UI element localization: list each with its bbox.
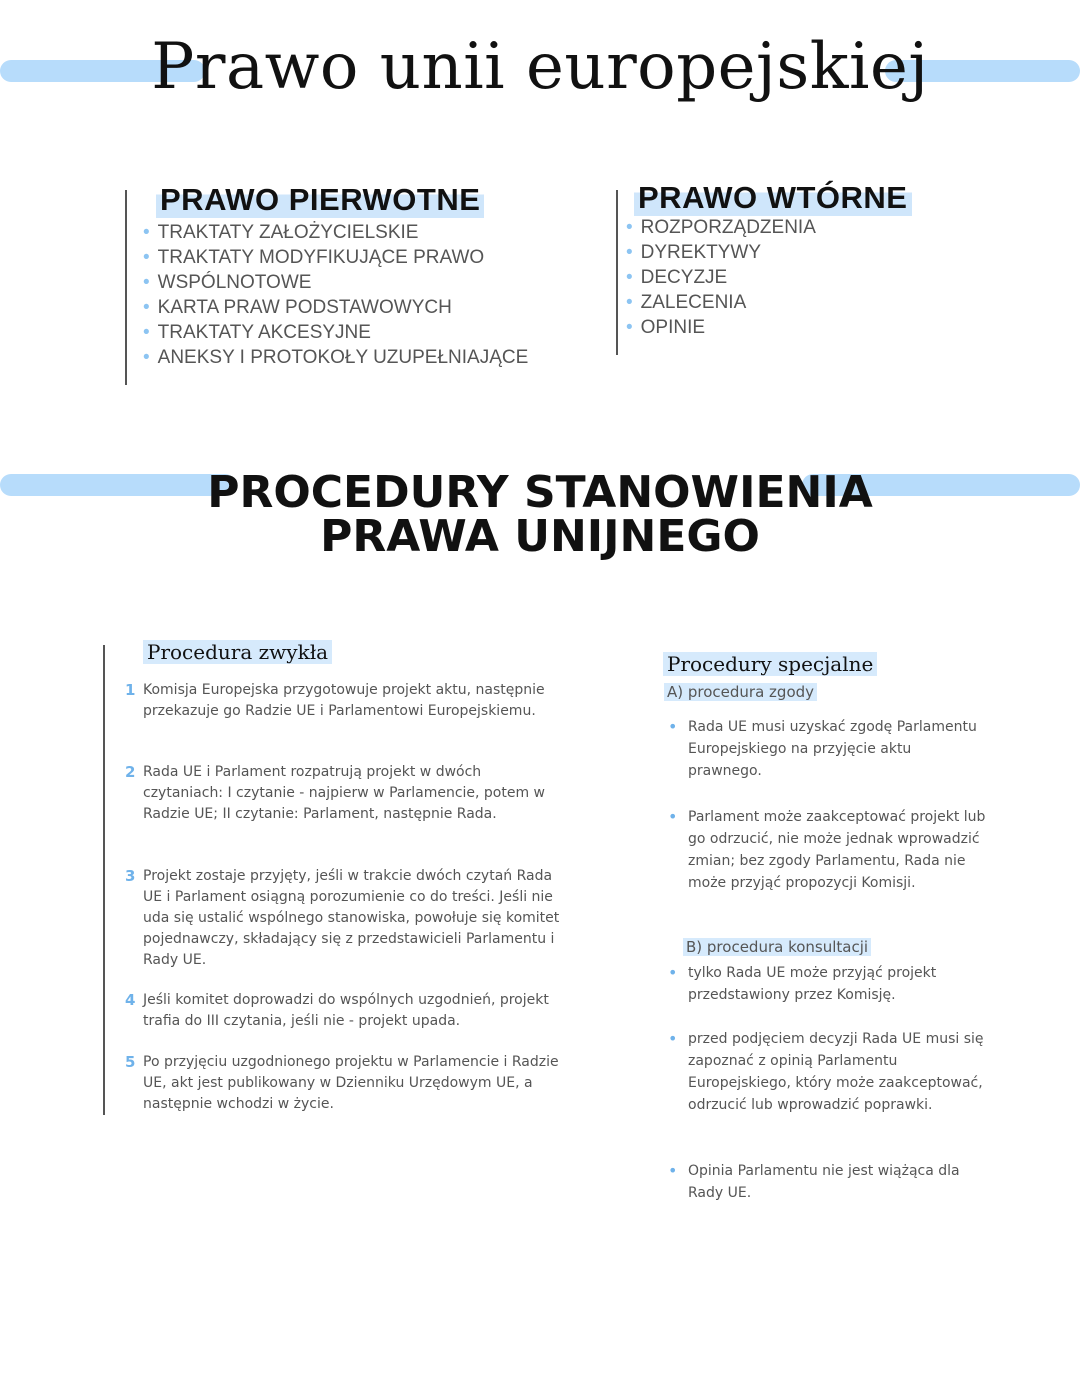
bullet-icon: • <box>668 717 678 736</box>
special-a-item-1 <box>668 716 988 782</box>
primary-divider <box>125 190 127 385</box>
list-item: • KARTA PRAW PODSTAWOWYCH <box>143 295 528 320</box>
item-text: przed podjęciem decyzji Rada UE musi się zapoznać z opinią Parlamentu Europejskiego, który może zaakceptować, odrzucić lub wprowadzić poprawki. <box>688 1031 984 1113</box>
item-text: Rada UE musi uzyskać zgodę Parlamentu Europejskiego na przyjęcie aktu prawnego. <box>688 719 977 779</box>
special-heading: Procedury specjalne <box>663 652 877 676</box>
list-item: • ZALECENIA <box>626 290 816 315</box>
special-b-item-3 <box>668 1160 988 1204</box>
ordinary-step-5 <box>125 1052 565 1115</box>
ordinary-divider <box>103 645 105 1115</box>
step-number: 3 <box>125 867 136 885</box>
list-item: • WSPÓLNOTOWE <box>143 270 528 295</box>
step-text: Rada UE i Parlament rozpatrują projekt w dwóch czytaniach: I czytanie - najpierw w Parlamencie, potem w Radzie UE; II czytanie: Parlament, następnie Rada. <box>143 764 546 822</box>
ordinary-step-3 <box>125 866 565 971</box>
step-number: 1 <box>125 681 136 699</box>
step-text: Po przyjęciu uzgodnionego projektu w Parlamencie i Radzie UE, akt jest publikowany w Dzienniku Urzędowym UE, a następnie wchodzi w życie. <box>143 1054 559 1112</box>
list-item: • TRAKTATY MODYFIKUJĄCE PRAWO <box>143 245 528 270</box>
list-item: • ANEKSY I PROTOKOŁY UZUPEŁNIAJĄCE <box>143 345 528 370</box>
bullet-icon: • <box>668 1161 678 1180</box>
step-text: Projekt zostaje przyjęty, jeśli w trakcie dwóch czytań Rada UE i Parlament osiągną porozumienie co do treści. Jeśli nie uda się ustalić wspólnego stanowiska, powołuje się komitet pojednawczy, składający się z przedstawicieli Parlamentu i Rady UE. <box>143 868 560 968</box>
page-title: Prawo unii europejskiej <box>151 30 929 104</box>
ordinary-heading: Procedura zwykła <box>143 640 332 664</box>
special-b-item-2 <box>668 1028 988 1116</box>
step-number: 4 <box>125 991 136 1009</box>
ordinary-step-1 <box>125 680 565 722</box>
primary-heading: PRAWO PIERWOTNE <box>156 182 484 218</box>
procedures-title-line1: PROCEDURY STANOWIENIA <box>207 467 873 518</box>
secondary-divider <box>616 190 618 355</box>
secondary-list <box>626 215 816 340</box>
step-text: Komisja Europejska przygotowuje projekt aktu, następnie przekazuje go Radzie UE i Parlamentowi Europejskiemu. <box>143 682 545 719</box>
list-item: • DYREKTYWY <box>626 240 816 265</box>
item-text: Opinia Parlamentu nie jest wiążąca dla Rady UE. <box>688 1163 960 1201</box>
step-number: 2 <box>125 763 136 781</box>
ordinary-step-2 <box>125 762 565 825</box>
list-item: • TRAKTATY ZAŁOŻYCIELSKIE <box>143 220 528 245</box>
list-item: • DECYZJE <box>626 265 816 290</box>
list-item: • OPINIE <box>626 315 816 340</box>
special-a-item-2 <box>668 806 988 894</box>
step-text: Jeśli komitet doprowadzi do wspólnych uzgodnień, projekt trafia do III czytania, jeśli nie - projekt upada. <box>143 992 549 1029</box>
procedure-b-label: B) procedura konsultacji <box>683 938 871 956</box>
procedure-a-label: A) procedura zgody <box>664 683 817 701</box>
bullet-icon: • <box>668 1029 678 1048</box>
step-number: 5 <box>125 1053 136 1071</box>
bullet-icon: • <box>668 807 678 826</box>
ordinary-step-4 <box>125 990 565 1032</box>
special-b-item-1 <box>668 962 988 1006</box>
bullet-icon: • <box>668 963 678 982</box>
list-item: • ROZPORZĄDZENIA <box>626 215 816 240</box>
list-item: • TRAKTATY AKCESYJNE <box>143 320 528 345</box>
primary-list <box>143 220 528 370</box>
item-text: tylko Rada UE może przyjąć projekt przedstawiony przez Komisję. <box>688 965 937 1003</box>
secondary-heading: PRAWO WTÓRNE <box>634 180 912 216</box>
item-text: Parlament może zaakceptować projekt lub go odrzucić, nie może jednak wprowadzić zmian; bez zgody Parlamentu, Rada nie może przyjąć propozycji Komisji. <box>688 809 986 891</box>
procedures-title-line2: PRAWA UNIJNEGO <box>320 511 760 562</box>
